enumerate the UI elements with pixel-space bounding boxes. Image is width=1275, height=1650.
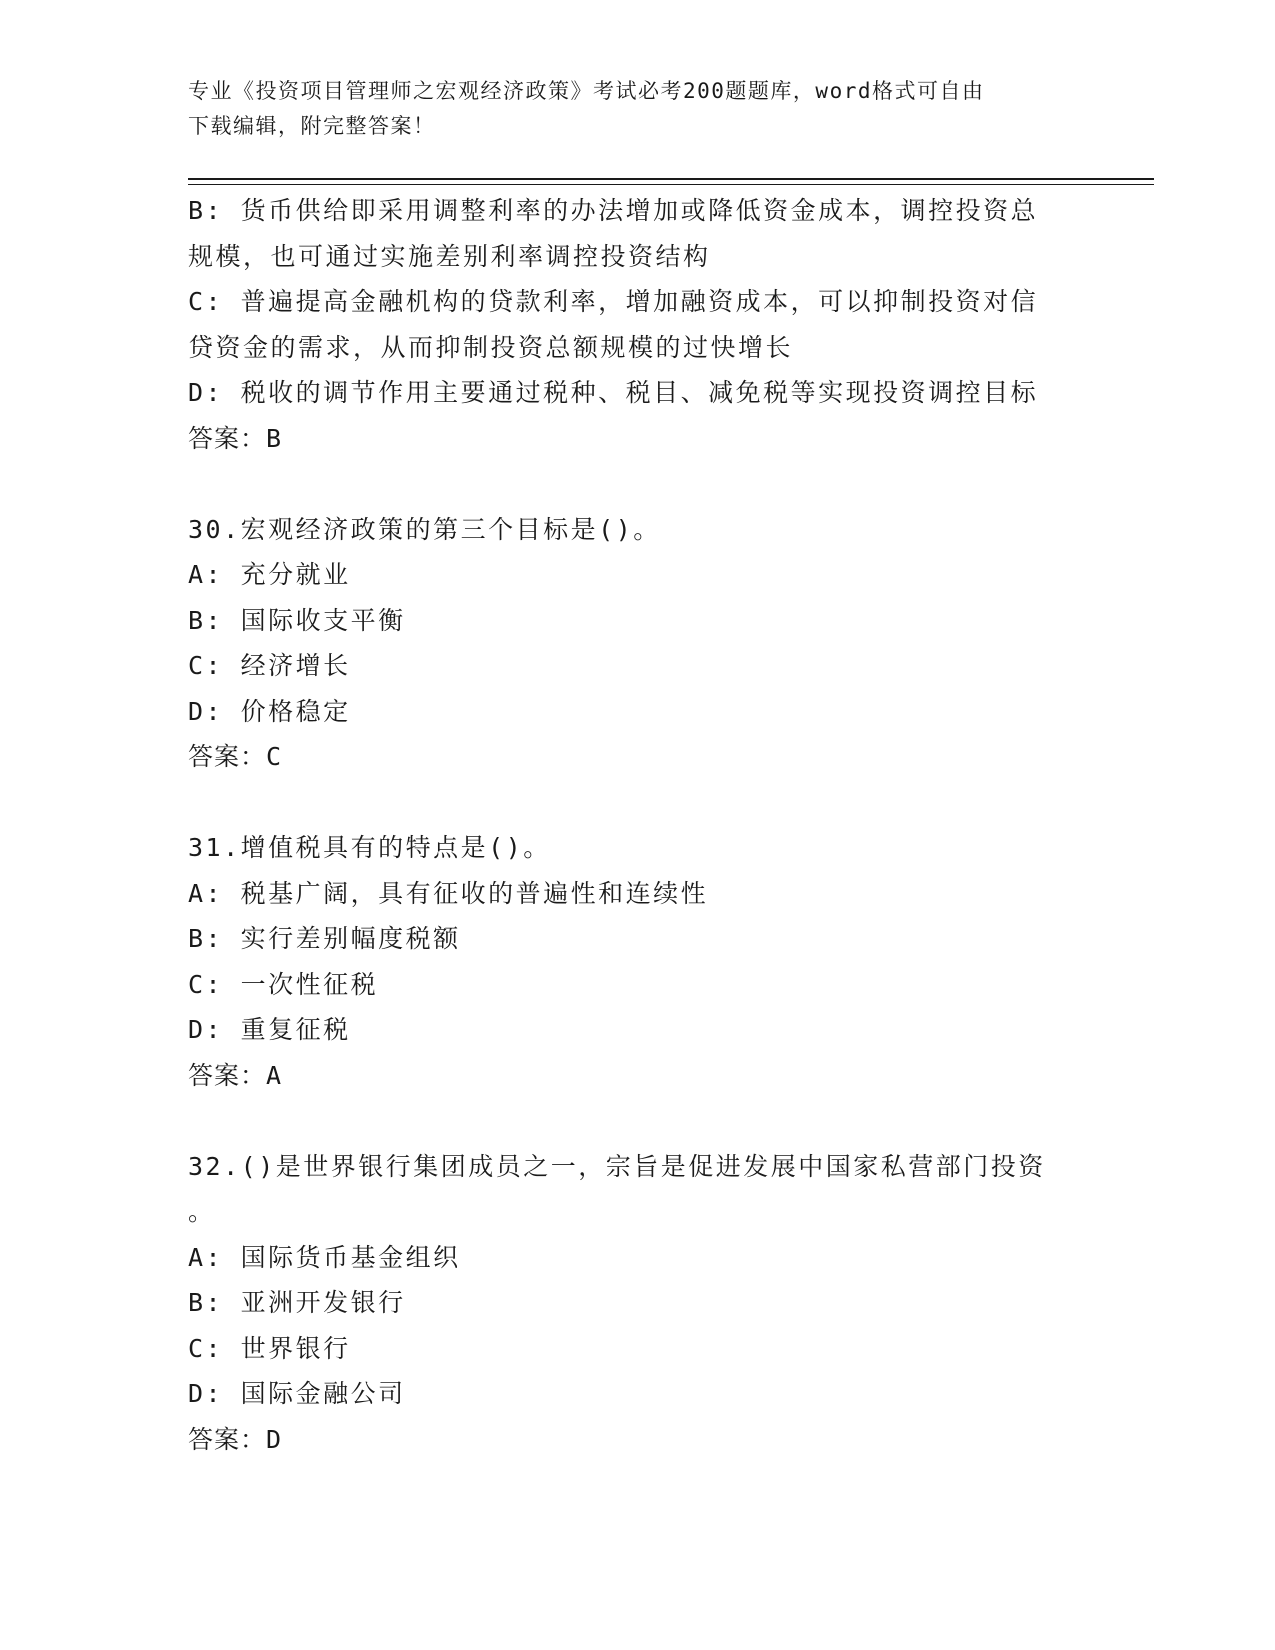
option-d-line-1: D: 税收的调节作用主要通过税种、税目、减免税等实现投资调控目标 — [188, 378, 1039, 407]
question-content — [188, 188, 1088, 1462]
answer-line — [188, 1417, 1088, 1463]
option-c: C: 世界银行 — [188, 1333, 351, 1363]
option-a: A: 国际货币基金组织 — [188, 1242, 461, 1272]
question-stem: 32.()是世界银行集团成员之一，宗旨是促进发展中国家私营部门投资 — [188, 1151, 1046, 1181]
answer-value: A — [266, 1060, 283, 1090]
option-a: A: 充分就业 — [188, 560, 351, 589]
option-d: D: 国际金融公司 — [188, 1379, 406, 1408]
option-c-line-1: C: 普遍提高金融机构的贷款利率，增加融资成本，可以抑制投资对信 — [188, 287, 1039, 316]
question-stem: 31.增值税具有的特点是()。 — [188, 833, 551, 862]
spacer — [188, 780, 1088, 826]
spacer — [188, 461, 1088, 507]
option-b: B: 国际收支平衡 — [188, 605, 406, 635]
prev-question — [188, 188, 1088, 461]
answer-value: C — [266, 742, 283, 771]
answer-label: 答案： — [188, 1060, 267, 1090]
header-line-1: 专业《投资项目管理师之宏观经济政策》考试必考200题题库，word格式可自由 — [188, 79, 985, 103]
spacer — [188, 1098, 1088, 1144]
question-32 — [188, 1144, 1088, 1463]
document-header — [188, 74, 1068, 144]
option-c: C: 经济增长 — [188, 651, 351, 680]
answer-value: B — [266, 423, 283, 453]
header-rule-thin — [188, 184, 1154, 185]
answer-label: 答案： — [188, 1424, 267, 1454]
answer-value: D — [266, 1424, 283, 1454]
question-30 — [188, 507, 1088, 780]
answer-line — [188, 734, 1088, 780]
answer-line — [188, 1053, 1088, 1099]
question-stem: 30.宏观经济政策的第三个目标是()。 — [188, 514, 661, 544]
header-line-2: 下载编辑，附完整答案！ — [188, 114, 436, 138]
answer-label: 答案： — [188, 423, 267, 453]
option-d: D: 价格稳定 — [188, 696, 351, 726]
question-31 — [188, 825, 1088, 1098]
header-rule-thick — [188, 178, 1154, 180]
question-stem-line-2: 。 — [188, 1197, 216, 1226]
option-c-line-2: 贷资金的需求，从而抑制投资总额规模的过快增长 — [188, 332, 794, 362]
option-b-line-2: 规模，也可通过实施差别利率调控投资结构 — [188, 241, 711, 271]
answer-line — [188, 416, 1088, 462]
option-b: B: 亚洲开发银行 — [188, 1288, 406, 1317]
option-b-line-1: B: 货币供给即采用调整利率的办法增加或降低资金成本，调控投资总 — [188, 196, 1039, 225]
option-c: C: 一次性征税 — [188, 969, 379, 999]
option-b: B: 实行差别幅度税额 — [188, 924, 461, 953]
option-d: D: 重复征税 — [188, 1015, 351, 1044]
option-a: A: 税基广阔，具有征收的普遍性和连续性 — [188, 878, 709, 908]
answer-label: 答案： — [188, 742, 267, 771]
